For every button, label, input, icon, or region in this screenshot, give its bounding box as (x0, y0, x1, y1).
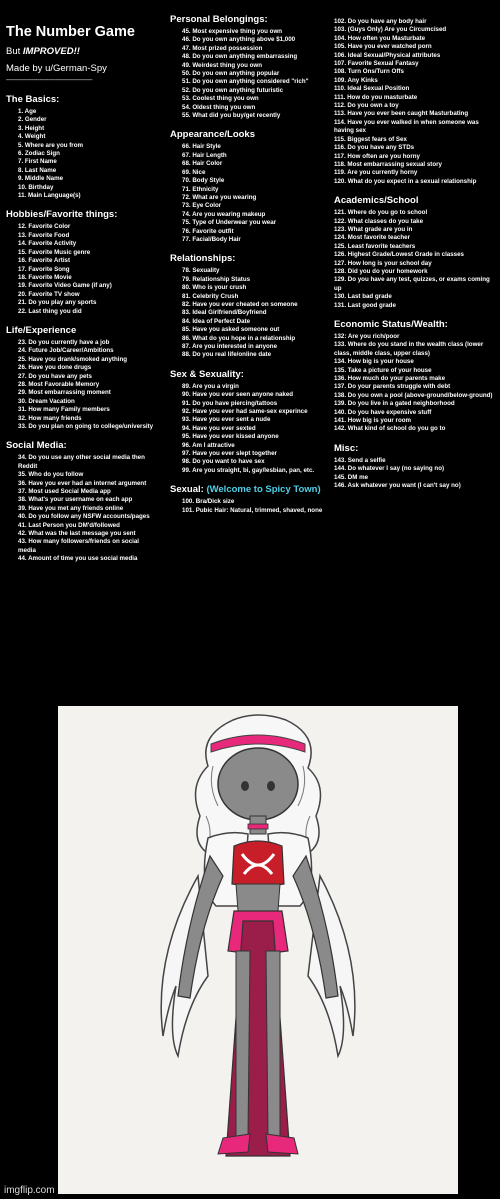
question-item: 68. Hair Color (182, 160, 223, 168)
question-item: 51. Do you own anything considered "rich" (182, 78, 309, 86)
question-item: 53. Coolest thing you own (182, 95, 259, 103)
question-item: 73. Eye Color (182, 202, 222, 210)
question-list (170, 383, 330, 475)
author-credit: Made by u/German-Spy (6, 63, 107, 74)
question-item: 42. What was the last message you sent (18, 530, 136, 538)
question-item: 101. Pubic Hair: Natural, trimmed, shaved, none (182, 506, 323, 514)
watermark: imgflip.com (4, 1185, 55, 1196)
question-item: 32. How many friends (18, 414, 82, 422)
question-item: 1. Age (18, 108, 37, 115)
question-item: 129. Do you have any test, quizzes, or exams coming up (334, 276, 490, 292)
question-item: 30. Dream Vacation (18, 397, 75, 405)
section-heading (170, 129, 330, 140)
question-item: 128. Did you do your homework (334, 267, 428, 275)
question-item: 6. Zodiac Sign (18, 150, 60, 158)
question-item: 100. Bra/Dick size (182, 498, 235, 506)
section-heading (6, 440, 154, 451)
question-list (334, 18, 496, 186)
column-3-sections (334, 18, 496, 491)
question-item: 22. Last thing you did (18, 307, 82, 315)
question-item: 10. Birthday (18, 183, 54, 191)
question-item: 131. Last good grade (334, 301, 396, 309)
question-item: 40. Do you follow any NSFW accounts/pages (18, 513, 150, 521)
question-item: 52. Do you own anything futuristic (182, 86, 284, 94)
question-item: 67. Hair Length (182, 151, 227, 159)
question-item: 43. How many followers/friends on social media (18, 538, 140, 554)
question-item: 18. Favorite Movie (18, 273, 72, 281)
question-item: 2. Gender (18, 116, 47, 124)
section-heading (170, 14, 330, 25)
section-heading (334, 443, 496, 454)
subtitle (6, 46, 154, 57)
question-item: 146. Ask whatever you want (I can't say no) (334, 482, 461, 490)
question-item: 13. Favorite Food (18, 231, 70, 239)
question-item: 90. Have you ever seen anyone naked (182, 391, 294, 399)
question-list (334, 457, 496, 491)
question-item: 103. (Guys Only) Are you Circumcised (334, 26, 447, 34)
question-list (6, 339, 154, 431)
question-item: 83. Ideal Girlfriend/Boyfriend (182, 309, 267, 317)
subtitle-prefix: But (6, 46, 23, 57)
question-item: 14. Favorite Activity (18, 240, 77, 248)
question-item: 111. How do you masturbate (334, 93, 418, 101)
question-item: 11. Main Language(s) (18, 192, 81, 200)
section-heading-text: Sex & Sexuality: (170, 368, 244, 380)
question-list (170, 143, 330, 244)
question-item: 141. How big is your room (334, 417, 412, 425)
question-item: 12. Favorite Color (18, 223, 71, 231)
question-item: 76. Favorite outfit (182, 227, 234, 235)
question-item: 84. Idea of Perfect Date (182, 317, 251, 325)
question-item: 27. Do you have any pets (18, 372, 92, 380)
question-item: 107. Favorite Sexual Fantasy (334, 60, 419, 68)
question-item: 95. Have you ever kissed anyone (182, 433, 279, 441)
question-item: 108. Turn Ons/Turn Offs (334, 68, 404, 76)
question-item: 109. Any Kinks (334, 76, 378, 84)
question-item: 127. How long is your school day (334, 259, 432, 267)
question-item: 16. Favorite Artist (18, 257, 71, 265)
question-item: 115. Biggest fears of Sex (334, 135, 407, 143)
question-item: 50. Do you own anything popular (182, 70, 280, 78)
question-item: 23. Do you currently have a job (18, 338, 110, 346)
question-item: 96. Am I attractive (182, 441, 235, 449)
question-item: 104. How often you Masturbate (334, 34, 426, 42)
question-item: 144. Do whatever I say (no saying no) (334, 465, 445, 473)
question-item: 94. Have you ever sexted (182, 424, 256, 432)
question-item: 29. Most embarrassing moment (18, 389, 111, 397)
question-item: 143. Send a selfie (334, 456, 386, 464)
question-item: 34. Do you use any other social media then Reddit (18, 454, 145, 470)
section-heading-text: The Basics: (6, 94, 60, 105)
question-item: 113. Have you ever been caught Masturbating (334, 110, 469, 118)
question-item: 19. Favorite Video Game (if any) (18, 282, 112, 290)
section-heading (6, 94, 154, 105)
question-item: 75. Type of Underwear you wear (182, 219, 277, 227)
question-item: 145. DM me (334, 473, 369, 481)
question-item: 112. Do you own a toy (334, 102, 399, 110)
section-heading-highlight: (Welcome to Spicy Town) (206, 484, 321, 496)
question-item: 130. Last bad grade (334, 293, 392, 301)
column-3 (334, 0, 496, 491)
question-list (334, 333, 496, 434)
section-heading-text: Sexual: (170, 484, 207, 496)
question-item: 87. Are you interested in anyone (182, 343, 278, 350)
section-heading-text: Life/Experience (6, 324, 77, 336)
question-item: 105. Have you ever watched porn (334, 43, 432, 51)
question-list (334, 209, 496, 310)
question-list (6, 223, 154, 315)
question-item: 117. How often are you horny (334, 152, 420, 160)
question-item: 78. Sexuality (182, 267, 220, 275)
subtitle-emphasis: IMPROVED!! (22, 46, 80, 57)
character-drawing (58, 706, 458, 1194)
question-item: 77. Facial/Body Hair (182, 235, 241, 243)
question-item: 121. Where do you go to school (334, 209, 428, 217)
question-item: 5. Where are you from (18, 141, 83, 149)
question-item: 116. Do you have any STDs (334, 144, 415, 152)
section-heading-text: Misc: (334, 442, 359, 454)
question-item: 114. Have you ever walked in when someone was having sex (334, 118, 479, 135)
question-list (170, 28, 330, 120)
question-item: 26. Have you done drugs (18, 364, 92, 372)
question-item: 86. What do you hope in a relationship (182, 334, 296, 342)
question-item: 74. Are you wearing makeup (182, 210, 266, 218)
section-heading-text: Hobbies/Favorite things: (6, 209, 118, 221)
question-item: 120. What do you expect in a sexual relationship (334, 177, 477, 185)
character-illustration (58, 706, 458, 1194)
question-item: 135. Take a picture of your house (334, 366, 432, 374)
question-item: 98. Do you want to have sex (182, 458, 265, 466)
question-item: 132: Are you rich/poor (334, 333, 400, 340)
question-list (170, 498, 330, 515)
question-item: 79. Relationship Status (182, 275, 251, 283)
column-2-sections (170, 14, 330, 515)
page-title: The Number Game (6, 24, 135, 40)
question-item: 92. Have you ever had same-sex experince (182, 408, 308, 416)
question-item: 33. Do you plan on going to college/university (18, 423, 154, 430)
question-item: 118. Most embarrassing sexual story (334, 160, 442, 168)
section-heading-text: Relationships: (170, 253, 236, 265)
question-item: 4. Weight (18, 133, 46, 141)
question-item: 139. Do you live in a gated neighborhood (334, 400, 455, 408)
section-heading-text: Personal Belongings: (170, 14, 268, 25)
question-item: 66. Hair Style (182, 143, 221, 151)
question-item: 55. What did you buy/get recently (182, 112, 281, 120)
question-item: 70. Body Style (182, 177, 225, 185)
question-list (6, 108, 154, 200)
section-heading-text: Social Media: (6, 440, 67, 452)
question-item: 36. Have you ever had an internet argument (18, 479, 147, 487)
section-heading-text: Appearance/Looks (170, 129, 255, 141)
question-list (170, 267, 330, 359)
column-1-sections (6, 94, 154, 564)
question-item: 97. Have you ever slept together (182, 450, 277, 458)
question-item: 48. Do you own anything embarrassing (182, 53, 298, 61)
divider-rule: ----------------------------------------------- (6, 77, 93, 84)
question-item: 99. Are you straight, bi, gay/lesbian, pan, etc. (182, 466, 315, 474)
question-item: 137. Do your parents struggle with debt (334, 383, 451, 391)
question-item: 69. Nice (182, 168, 206, 176)
question-item: 8. Last Name (18, 166, 57, 174)
question-item: 80. Who is your crush (182, 284, 247, 292)
section-heading (170, 253, 330, 264)
question-item: 7. First Name (18, 158, 57, 166)
question-item: 93. Have you ever sent a nude (182, 416, 271, 424)
section-heading (6, 325, 154, 336)
column-2 (170, 0, 330, 515)
section-heading-text: Academics/School (334, 195, 419, 207)
question-item: 119. Are you currently horny (334, 169, 418, 177)
question-item: 133. Where do you stand in the wealth class (lower class, middle class, upper class) (334, 341, 484, 357)
question-item: 47. Most prized possession (182, 44, 263, 52)
question-item: 39. Have you met any friends online (18, 504, 124, 512)
question-item: 71. Ethnicity (182, 185, 219, 193)
question-item: 102. Do you have any body hair (334, 18, 427, 25)
question-item: 89. Are you a virgin (182, 382, 239, 390)
question-item: 21. Do you play any sports (18, 299, 97, 307)
question-item: 142. What kind of school do you go to (334, 425, 446, 433)
question-item: 15. Favorite Music genre (18, 248, 91, 256)
question-item: 45. Most expensive thing you own (182, 28, 283, 35)
question-item: 125. Least favorite teachers (334, 242, 416, 250)
column-1 (6, 0, 154, 564)
question-item: 81. Celebrity Crush (182, 292, 239, 300)
question-item: 25. Have you drank/smoked anything (18, 355, 128, 363)
question-item: 106. Ideal Sexual/Physical attributes (334, 51, 441, 59)
question-item: 41. Last Person you DM'd/followed (18, 521, 120, 529)
question-item: 46. Do you own anything above $1,000 (182, 36, 296, 44)
question-item: 85. Have you asked someone out (182, 326, 280, 334)
question-item: 134. How big is your house (334, 358, 414, 366)
question-item: 91. Do you have piercing/tattoos (182, 399, 278, 407)
question-item: 124. Most favorite teacher (334, 234, 410, 242)
section-heading-text: Economic Status/Wealth: (334, 319, 448, 330)
question-item: 138. Do you own a pool (above-ground/below-ground) (334, 391, 493, 399)
question-list (6, 454, 154, 563)
question-item: 122. What classes do you take (334, 217, 424, 225)
question-item: 88. Do you real life/online date (182, 351, 272, 359)
question-item: 44. Amount of time you use social media (18, 555, 138, 563)
question-item: 54. Oldest thing you own (182, 103, 256, 111)
section-heading (6, 209, 154, 220)
question-item: 37. Most used Social Media app (18, 488, 111, 496)
question-item: 17. Favorite Song (18, 265, 70, 273)
question-item: 9. Middle Name (18, 175, 64, 183)
question-item: 31. How many Family members (18, 406, 110, 414)
question-item: 140. Do you have expensive stuff (334, 408, 432, 416)
question-item: 123. What grade are you in (334, 225, 413, 233)
question-item: 20. Favorite TV show (18, 290, 80, 298)
question-item: 82. Have you ever cheated on someone (182, 300, 298, 308)
question-item: 72. What are you wearing (182, 193, 257, 201)
question-item: 35. Who do you follow (18, 471, 84, 479)
section-heading (170, 369, 330, 380)
question-item: 38. What's your username on each app (18, 496, 133, 504)
question-item: 136. How much do your parents make (334, 375, 446, 383)
section-heading (334, 195, 496, 206)
section-heading (170, 484, 330, 495)
section-heading (334, 319, 496, 330)
question-item: 126. Highest Grade/Lowest Grade in classes (334, 251, 464, 259)
question-item: 24. Future Job/Career/Ambitions (18, 347, 114, 355)
question-item: 28. Most Favorable Memory (18, 380, 100, 388)
question-item: 3. Height (18, 124, 45, 132)
question-item: 49. Weirdest thing you own (182, 61, 262, 69)
question-item: 110. Ideal Sexual Position (334, 85, 410, 93)
